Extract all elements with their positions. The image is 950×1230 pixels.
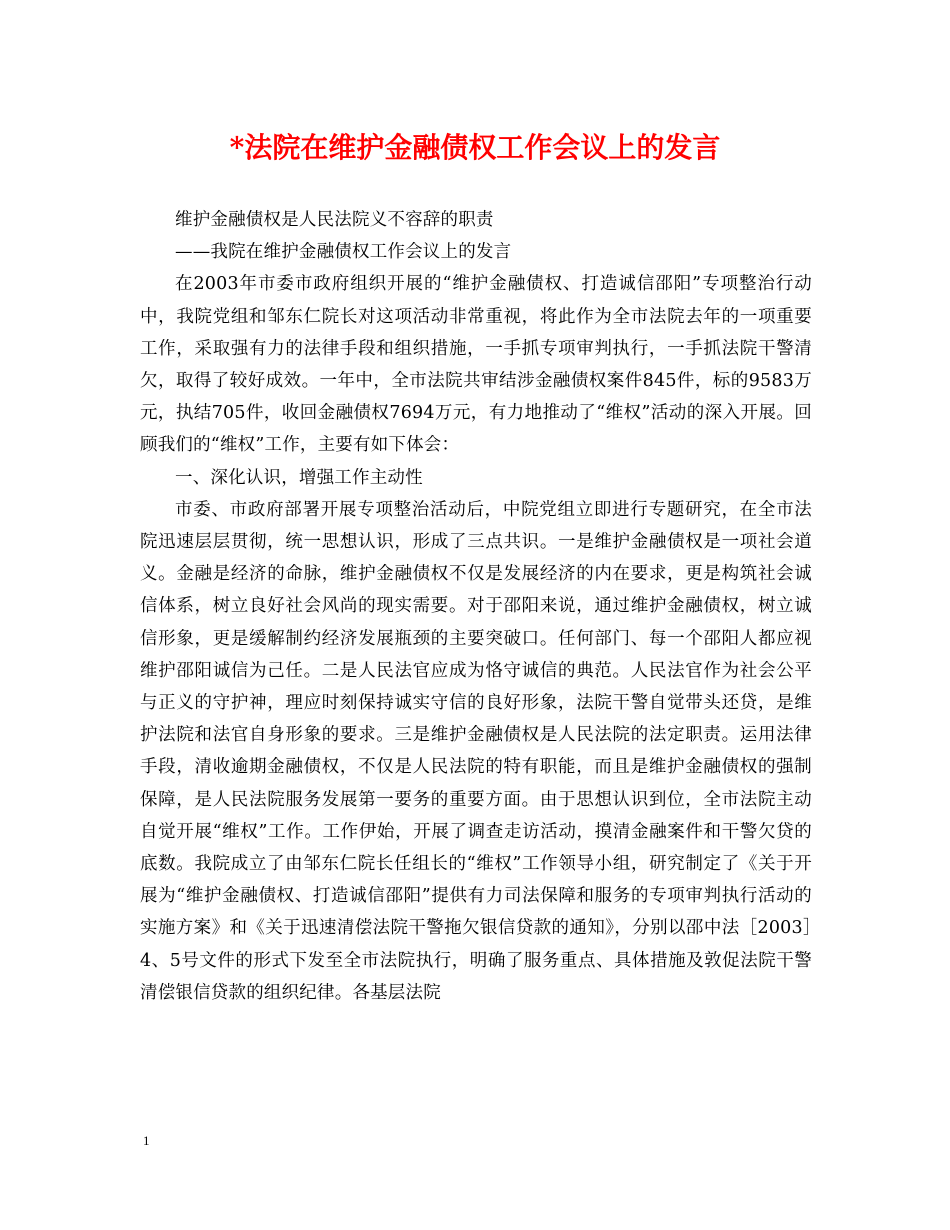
intro-paragraph: 在2003年市委市政府组织开展的“维护金融债权、打造诚信邵阳”专项整治行动中，我院党组和邹东仁院长对这项活动非常重视，将此作为全市法院去年的一项重要工作，采取强有力的法律手段和组织措施，一手抓专项审判执行，一手抓法院干警清欠，取得了较好成效。一年中，全市法院共审结涉金融债权案件845件，标的9583万元，执结705件，收回金融债权7694万元，有力地推动了“维权”活动的深入开展。回顾我们的“维权”工作，主要有如下体会： xyxy=(140,274,812,456)
document-title: *法院在维护金融债权工作会议上的发言 xyxy=(229,131,721,164)
page-number: 1 xyxy=(143,1133,150,1148)
subtitle-line: 维护金融债权是人民法院义不容辞的职责 xyxy=(175,210,494,230)
subtitle-attribution: ——我院在维护金融债权工作会议上的发言 xyxy=(175,242,512,263)
body-paragraph: 市委、市政府部署开展专项整治活动后，中院党组立即进行专题研究，在全市法院迅速层层贯彻，统一思想认识，形成了三点共识。一是维护金融债权是一项社会道义。金融是经济的命脉，维护金融债权不仅是发展经济的内在要求，更是构筑社会诚信体系，树立良好社会风尚的现实需要。对于邵阳来说，通过维护金融债权，树立诚信形象，更是缓解制约经济发展瓶颈的主要突破口。任何部门、每一个邵阳人都应视维护邵阳诚信为己任。二是人民法官应成为恪守诚信的典范。人民法官作为社会公平与正义的守护神，理应时刻保持诚实守信的良好形象，法院干警自觉带头还贷，是维护法院和法官自身形象的要求。三是维护金融债权是人民法院的法定职责。运用法律手段，清收逾期金融债权，不仅是人民法院的特有职能，而且是维护金融债权的强制保障，是人民法院服务发展第一要务的重要方面。由于思想认识到位，全市法院主动自觉开展“维权”工作。工作伊始，开展了调查走访活动，摸清金融案件和干警欠贷的底数。我院成立了由邹东仁院长任组长的“维权”工作领导小组，研究制定了《关于开展为“维护金融债权、打造诚信邵阳”提供有力司法保障和服务的专项审判执行活动的实施方案》和《关于迅速清偿法院干警拖欠银信贷款的通知》，分别以邵中法［2003］4、5号文件的形式下发至全市法院执行，明确了服务重点、具体措施及敦促法院干警清偿银信贷款的组织纪律。各基层法院 xyxy=(140,499,812,1003)
section-heading: 一、深化认识，增强工作主动性 xyxy=(175,467,423,488)
document-body xyxy=(140,204,812,1009)
